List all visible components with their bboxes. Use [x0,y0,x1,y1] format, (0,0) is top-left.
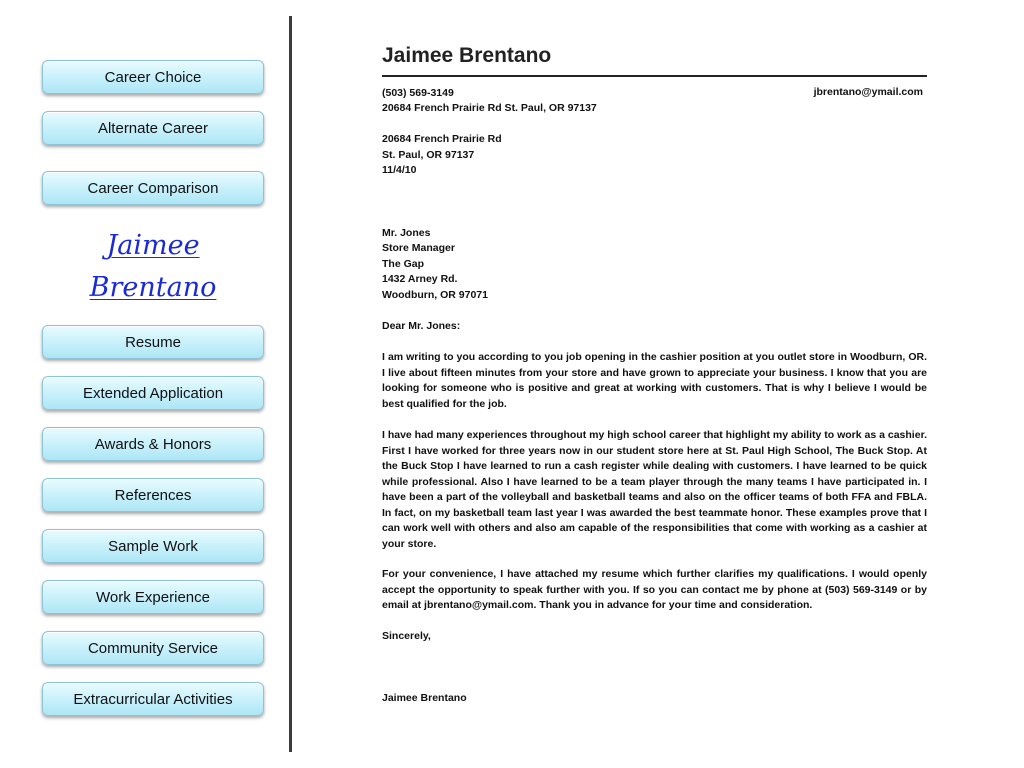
recipient-name: Mr. Jones [382,227,431,239]
signature-link-last[interactable]: Brentano [89,272,217,303]
recipient-company: The Gap [382,258,425,270]
extracurricular-activities-button[interactable]: Extracurricular Activities [42,682,264,716]
community-service-button[interactable]: Community Service [42,631,264,665]
career-choice-button[interactable]: Career Choice [42,60,264,94]
body-paragraph-3: For your convenience, I have attached my resume which further clarifies my qualifications. I would openly accept the opportunity to speak further with you. If so you can contact me by phone at (503) 569-3149 or by email at jbrentano@ymail.com. Thank you in advance for your time and consideration. [382,568,927,611]
body-paragraph-2: I have had many experiences throughout my high school career that highlight my ability to work as a cashier. First I have worked for three years now in our student store here at St. Paul High School, The Buck Stop. At the Buck Stop I have learned to run a cash register while dealing with customers. I have learned to be quick while professional. Also I have learned to be a team player through the many teams I have participated in. I have been a part of the volleyball and basketball teams and also on the officer teams of both FFA and FBLA. In fact, on my basketball team last year I was awarded the best teammate honor. These examples prove that I can work well with others and also am capable of the responsibilities that come with working as a cashier at your store. [382,429,927,550]
header-rule [382,75,927,77]
sender-city: St. Paul, OR 97137 [382,149,475,161]
vertical-divider [289,16,292,752]
extended-application-button[interactable]: Extended Application [42,376,264,410]
salutation: Dear Mr. Jones: [382,320,461,332]
body-paragraph-1: I am writing to you according to you job opening in the cashier position at you outlet store in Woodburn, OR. I live about fifteen minutes from your store and have grown to appreciate your business. I know that you are looking for someone who is positive and great at working with customers. That is why I believe I would be best qualified for the job. [382,351,927,410]
recipient-city: Woodburn, OR 97071 [382,289,488,301]
references-button[interactable]: References [42,478,264,512]
alternate-career-button[interactable]: Alternate Career [42,111,264,145]
sample-work-button[interactable]: Sample Work [42,529,264,563]
signature-link-first[interactable]: Jaimee [106,230,200,261]
closing: Sincerely, [382,630,431,642]
email-address: jbrentano@ymail.com [813,86,923,98]
letter-date: 11/4/10 [382,164,417,176]
recipient-title: Store Manager [382,242,455,254]
awards-honors-button[interactable]: Awards & Honors [42,427,264,461]
header-address: 20684 French Prairie Rd St. Paul, OR 97137 [382,102,597,114]
recipient-street: 1432 Arney Rd. [382,273,458,285]
signoff-name: Jaimee Brentano [382,692,467,704]
sender-street: 20684 French Prairie Rd [382,133,502,145]
letter-name-heading: Jaimee Brentano [382,44,552,67]
resume-button[interactable]: Resume [42,325,264,359]
career-comparison-button[interactable]: Career Comparison [42,171,264,205]
phone-number: (503) 569-3149 [382,87,454,99]
work-experience-button[interactable]: Work Experience [42,580,264,614]
